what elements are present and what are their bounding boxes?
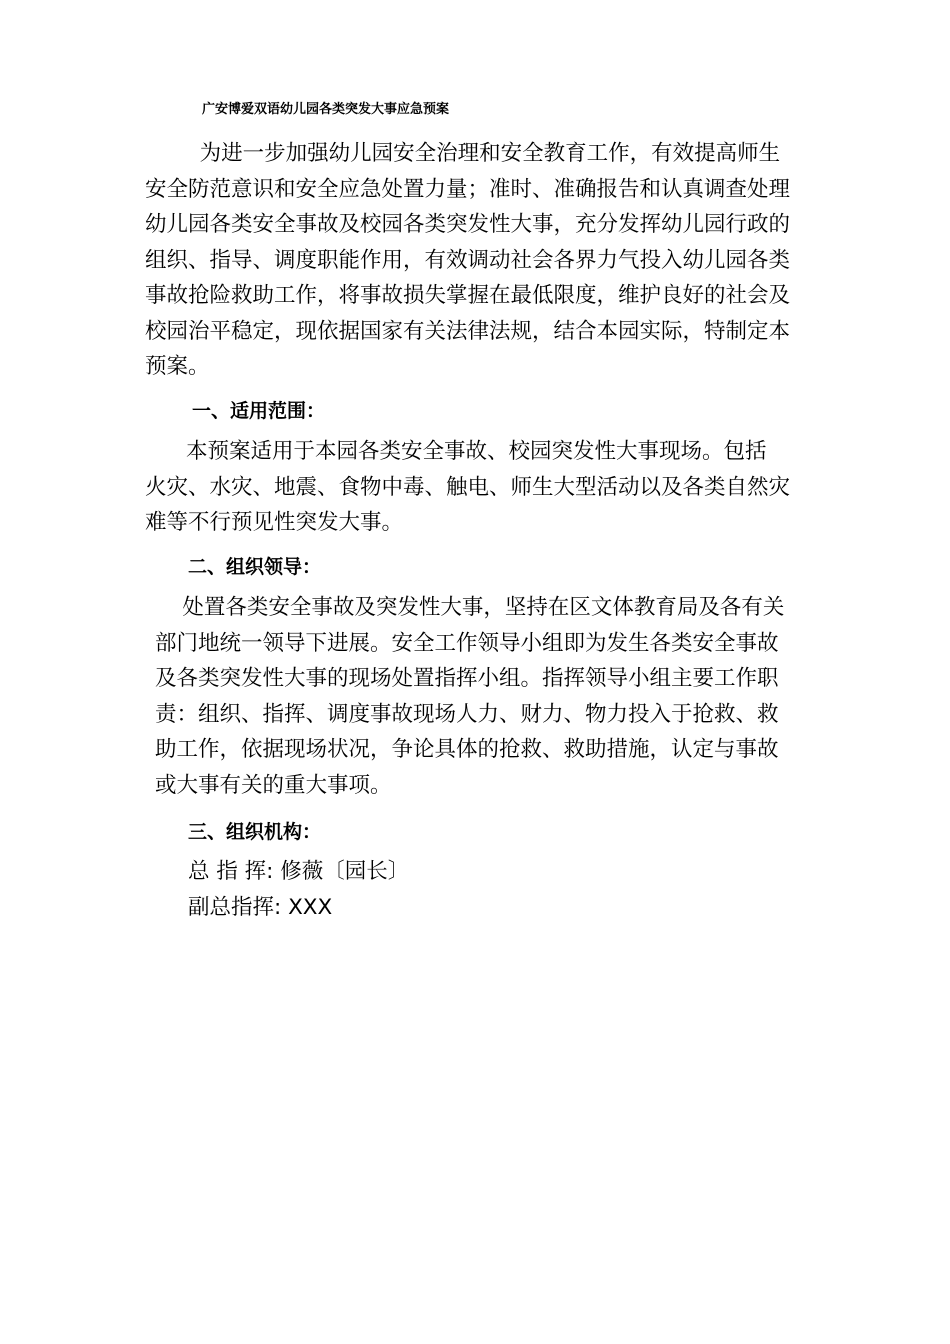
commander-line: 总 指 挥: 修薇〔园长〕 — [188, 859, 410, 884]
paragraph-line: 助工作，依据现场状况，争论具体的抢救、救助措施，认定与事故 — [155, 737, 779, 762]
paragraph-line: 难等不行预见性突发大事。 — [145, 510, 404, 535]
section-heading-organization: 三、组织机构： — [188, 821, 322, 843]
paragraph-line: 幼儿园各类安全事故及校园各类突发性大事，充分发挥幼儿园行政的 — [145, 212, 791, 237]
paragraph-line: 本预案适用于本园各类安全事故、校园突发性大事现场。包括 — [145, 439, 767, 464]
paragraph-line: 组织、指导、调度职能作用，有效调动社会各界力气投入幼儿园各类 — [145, 247, 791, 273]
paragraph-line: 处置各类安全事故及突发性大事，坚持在区文体教育局及各有关 — [155, 595, 785, 620]
intro-paragraph — [145, 136, 790, 385]
leadership-paragraph — [155, 590, 784, 803]
paragraph-line: 事故抢险救助工作，将事故损失掌握在最低限度，维护良好的社会及 — [145, 283, 791, 308]
paragraph-line: 责：组织、指挥、调度事故现场人力、财力、物力投入于抢救、救 — [155, 701, 779, 727]
document-title: 广安博爱双语幼儿园各类突发大事应急预案 — [202, 102, 450, 117]
paragraph-line: 部门地统一领导下进展。安全工作领导小组即为发生各类安全事故 — [155, 630, 779, 656]
section-heading-scope: 一、适用范围： — [192, 400, 326, 422]
paragraph-line: 安全防范意识和安全应急处置力量；准时、准确报告和认真调查处理 — [145, 176, 791, 202]
organization-list — [188, 854, 409, 925]
scope-paragraph — [145, 434, 790, 541]
paragraph-line: 或大事有关的重大事项。 — [155, 772, 392, 798]
paragraph-line: 预案。 — [145, 354, 210, 379]
paragraph-line: 为进一步加强幼儿园安全治理和安全教育工作，有效提高师生 — [145, 141, 781, 166]
deputy-commander-line: 副总指挥: XXX — [188, 894, 333, 920]
paragraph-line: 校园治平稳定，现依据国家有关法律法规，结合本园实际，特制定本 — [145, 318, 791, 344]
paragraph-line: 及各类突发性大事的现场处置指挥小组。指挥领导小组主要工作职 — [155, 666, 779, 691]
paragraph-line: 火灾、水灾、地震、食物中毒、触电、师生大型活动以及各类自然灾 — [145, 474, 791, 500]
section-heading-leadership: 二、组织领导： — [188, 556, 322, 578]
